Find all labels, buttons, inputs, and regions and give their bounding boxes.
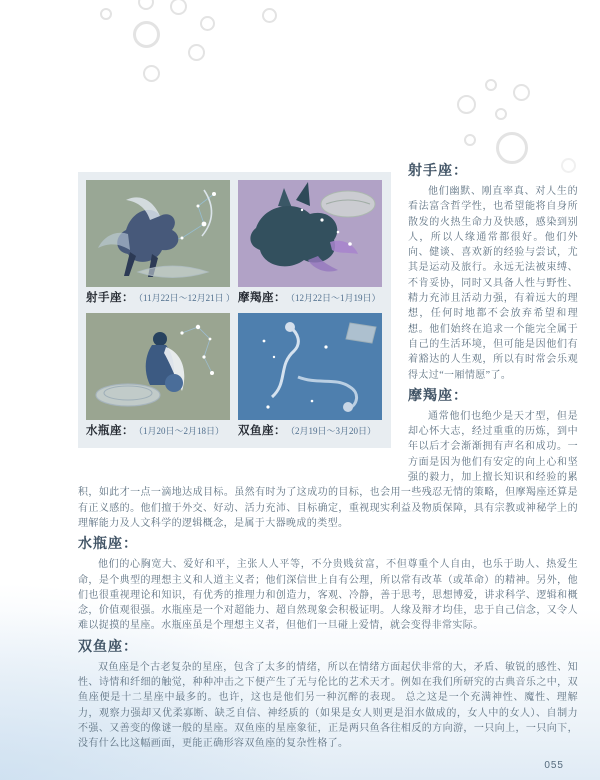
zodiac-gallery-panel: [78, 172, 391, 448]
sagittarius-illustration: [86, 180, 230, 287]
sign-name: 射手座：: [86, 292, 134, 304]
sign-name: 摩羯座：: [238, 292, 286, 304]
section-body-sagittarius: 他们幽默、刚直率真、对人生的看法富含哲学性，也希望能将自身所散发的火热生命力及快感，感染到别人，所以人缘通常都很好。他们外向、健谈、喜欢新的经验与尝试，尤其是运动及旅行。永远无法被束缚、不肯妥协，同时又具备人性与野性、精力充沛且活动力强，有着远大的理想，任何时地都不会放弃希望和理想。他们始终在追求一个能完全属于自己的生活环境，但可能是因他们有着豁达的人生观，所以有时常会乐观得太过“一厢情愿”了。: [408, 186, 578, 381]
section-body-pisces: 双鱼座是个古老复杂的星座，包含了太多的情绪，所以在情绪方面起伏非常的大，矛盾、敏锐的感性、知性、诗情和纤细的触觉，种种冲击之下便产生了无与伦比的艺术天才。例如在我们所研究的古典音乐之中，双鱼座便是十二星座中最多的。也许，这也是他们另一种沉醉的表现。 总之这是一个充满神性、魔性、理解力，观察力强却又优柔寡断、缺乏自信、神经质的（如果是女人则更是泪水做成的，女人中的女人）、自制力不强、又善变的像谜一般的星座。双鱼座的星座象征，正是两只鱼各往相反的方向游，一只向上，一只向下，没有什么比这幅画面，更能正确形容双鱼座的复杂性格了。: [78, 661, 578, 750]
sign-dates: （1月20日～2月18日）: [134, 425, 225, 436]
aquarius-art-icon: [86, 313, 230, 420]
sign-name: 双鱼座：: [238, 425, 286, 437]
sign-name: 水瓶座：: [86, 425, 134, 437]
section-body-capricorn: 通常他们也绝少是天才型，但是却心怀大志，经过重重的历炼，到中年以后才会渐渐拥有声名和成功。一方面是因为他们有安定的向上心和坚强的毅力，加上擅长知识和经验的累积，如此才一点一滴地达成目标。虽然有时为了这成功的目标，也会用一些残忍无情的策略，但摩羯座还算是有正义感的。他们擅于外交、好动、活力充沛、目标确定，重视现实利益及物质保障，具有宗教或神秘学上的理解能力及人文科学的逻辑概念，是属于大器晚成的类型。: [78, 410, 578, 529]
sign-dates: （2月19日～3月20日）: [286, 425, 377, 436]
aquarius-illustration: [86, 313, 230, 420]
pisces-art-icon: [238, 313, 382, 420]
section-heading-sagittarius: 射手座：: [408, 164, 468, 179]
sign-dates: （11月22日～12月21日 ）: [134, 292, 235, 303]
sagittarius-caption: [86, 287, 235, 307]
zodiac-tile-capricorn: [238, 180, 382, 307]
page-number: 055: [544, 759, 564, 771]
zodiac-tile-sagittarius: [86, 180, 235, 307]
zodiac-tile-aquarius: [86, 313, 230, 440]
section-heading-aquarius: 水瓶座：: [78, 537, 138, 553]
pisces-caption: [238, 420, 382, 440]
pisces-illustration: [238, 313, 382, 420]
section-heading-capricorn: 摩羯座：: [408, 388, 468, 404]
capricorn-caption: [238, 287, 382, 307]
zodiac-tile-pisces: [238, 313, 382, 440]
capricorn-art-icon: [238, 180, 382, 287]
aquarius-caption: [86, 420, 230, 440]
section-heading-pisces: 双鱼座：: [78, 639, 138, 655]
capricorn-illustration: [238, 180, 382, 287]
sign-dates: （12月22日～1月19日）: [286, 292, 381, 303]
section-body-aquarius: 他们的心胸宽大、爱好和平，主张人人平等，不分贵贱贫富，不但尊重个人自由，也乐于助人、热爱生命，是个典型的理想主义和人道主义者；他们深信世上自有公理，所以常有改革（或革命）的精神。另外，他们也很重视理论和知识，有优秀的推理力和创造力，客观、冷静，善于思考，思想博爱，讲求科学、逻辑和概念，价值观很强。水瓶座是一个对超能力、超自然现象会积极证明。人缘及辩才均佳，忠于自己信念，又令人难以捉摸的星座。水瓶座虽是个理想主义者，但他们一旦碰上爱情，就会变得非常实际。: [78, 559, 578, 632]
sagittarius-art-icon: [86, 180, 230, 287]
